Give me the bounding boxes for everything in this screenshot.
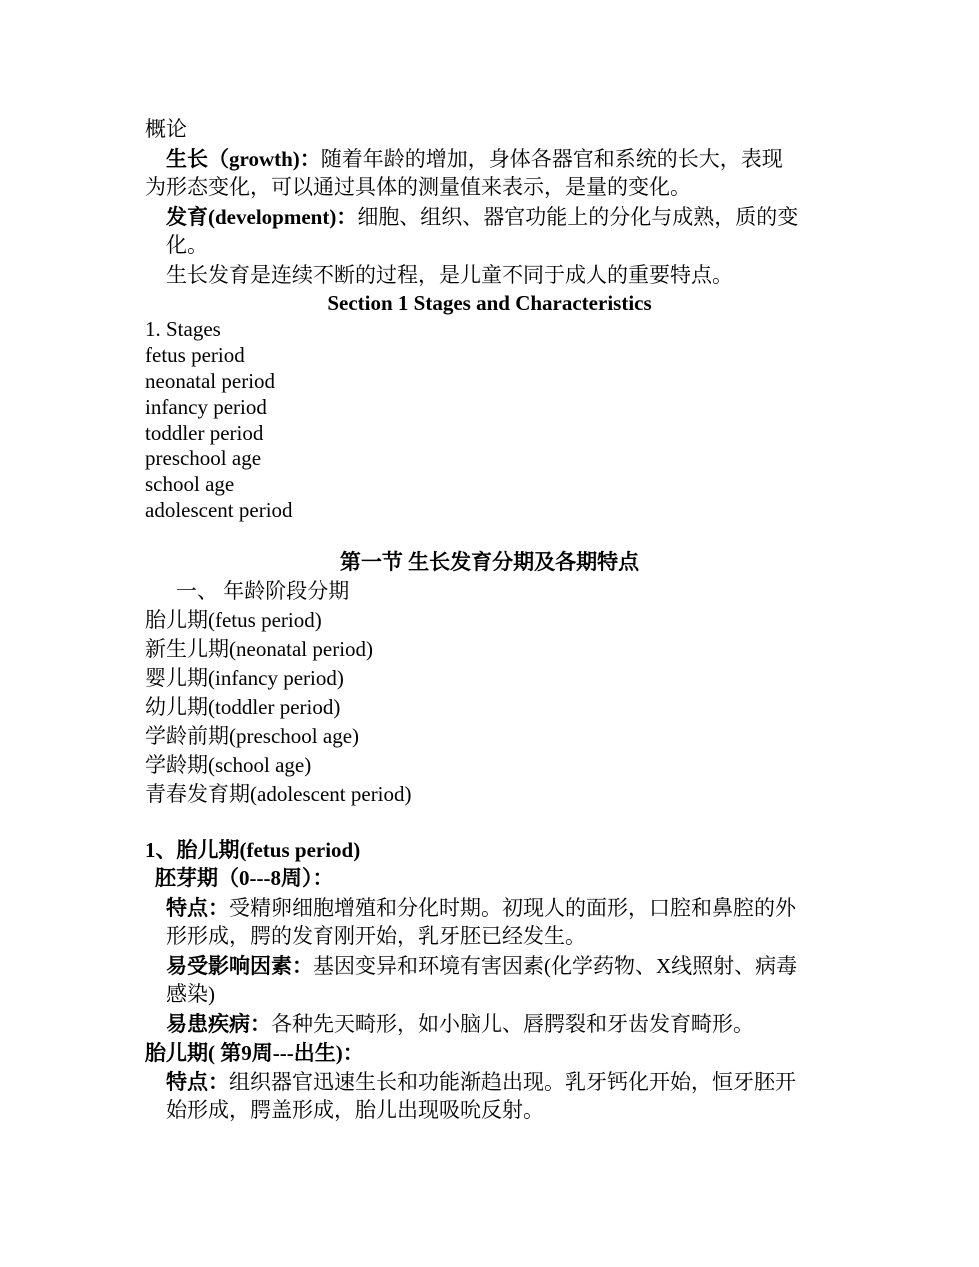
growth-term: 生长（growth)： — [166, 147, 321, 171]
stage-cn-item: 幼儿期(toddler period) — [145, 695, 341, 719]
stage-en-item: infancy period — [145, 395, 267, 419]
fetal-feature-line1 — [166, 1069, 796, 1095]
embryo-feature-term: 特点： — [166, 896, 229, 920]
development-definition-line1 — [166, 204, 798, 230]
fetus-heading: 1、胎儿期(fetus period) — [145, 838, 361, 862]
development-text: 细胞、组织、器官功能上的分化与成熟，质的变 — [357, 205, 799, 229]
stage-cn-item: 胎儿期(fetus period) — [145, 608, 322, 632]
stage-en-item: preschool age — [145, 446, 262, 470]
embryo-disease-text: 各种先天畸形，如小脑儿、唇腭裂和牙齿发育畸形。 — [271, 1012, 754, 1036]
growth-text: 随着年龄的增加，身体各器官和系统的长大，表现 — [320, 147, 783, 171]
growth-definition-line2: 为形态变化，可以通过具体的测量值来表示，是量的变化。 — [145, 175, 691, 199]
section-title-cn: 第一节 生长发育分期及各期特点 — [339, 550, 640, 574]
stage-en-item: fetus period — [145, 343, 245, 367]
embryo-risk-term: 易受影响因素： — [166, 954, 313, 978]
development-definition-line2: 化。 — [166, 233, 208, 257]
intro-summary: 生长发育是连续不断的过程，是儿童不同于成人的重要特点。 — [166, 263, 733, 287]
development-term: 发育(development)： — [166, 205, 358, 229]
fetal-feature-text: 组织器官迅速生长和功能渐趋出现。乳牙钙化开始，恒牙胚开 — [229, 1070, 796, 1094]
age-stage-subheading: 一、 年龄阶段分期 — [176, 579, 350, 603]
fetal-heading: 胎儿期( 第9周---出生)： — [145, 1041, 364, 1065]
embryo-disease-term: 易患疾病： — [166, 1012, 271, 1036]
section-title-en: Section 1 Stages and Characteristics — [327, 291, 652, 315]
embryo-feature-line1 — [166, 895, 796, 921]
stages-subheading: 1. Stages — [145, 317, 221, 341]
stage-cn-item: 婴儿期(infancy period) — [145, 666, 344, 690]
stage-cn-item: 青春发育期(adolescent period) — [145, 782, 412, 806]
embryo-risk-text: 基因变异和环境有害因素(化学药物、X线照射、病毒 — [313, 954, 798, 978]
embryo-heading: 胚芽期（0---8周）： — [155, 866, 334, 890]
embryo-feature-line2: 形形成，腭的发育刚开始，乳牙胚已经发生。 — [166, 924, 586, 948]
stage-en-item: neonatal period — [145, 369, 276, 393]
growth-definition-line1 — [166, 146, 783, 172]
embryo-feature-text: 受精卵细胞增殖和分化时期。初现人的面形，口腔和鼻腔的外 — [229, 896, 796, 920]
stage-cn-item: 学龄前期(preschool age) — [145, 724, 360, 748]
stage-cn-item: 学龄期(school age) — [145, 753, 312, 777]
embryo-disease-line — [166, 1011, 754, 1037]
intro-heading: 概论 — [145, 117, 187, 141]
stage-en-item: school age — [145, 472, 235, 496]
fetal-feature-line2: 始形成，腭盖形成，胎儿出现吸吮反射。 — [166, 1098, 544, 1122]
embryo-risk-line1 — [166, 953, 797, 979]
stage-en-item: adolescent period — [145, 498, 293, 522]
fetal-feature-term: 特点： — [166, 1070, 229, 1094]
stage-cn-item: 新生儿期(neonatal period) — [145, 637, 374, 661]
embryo-risk-line2: 感染) — [166, 982, 215, 1006]
stage-en-item: toddler period — [145, 421, 264, 445]
